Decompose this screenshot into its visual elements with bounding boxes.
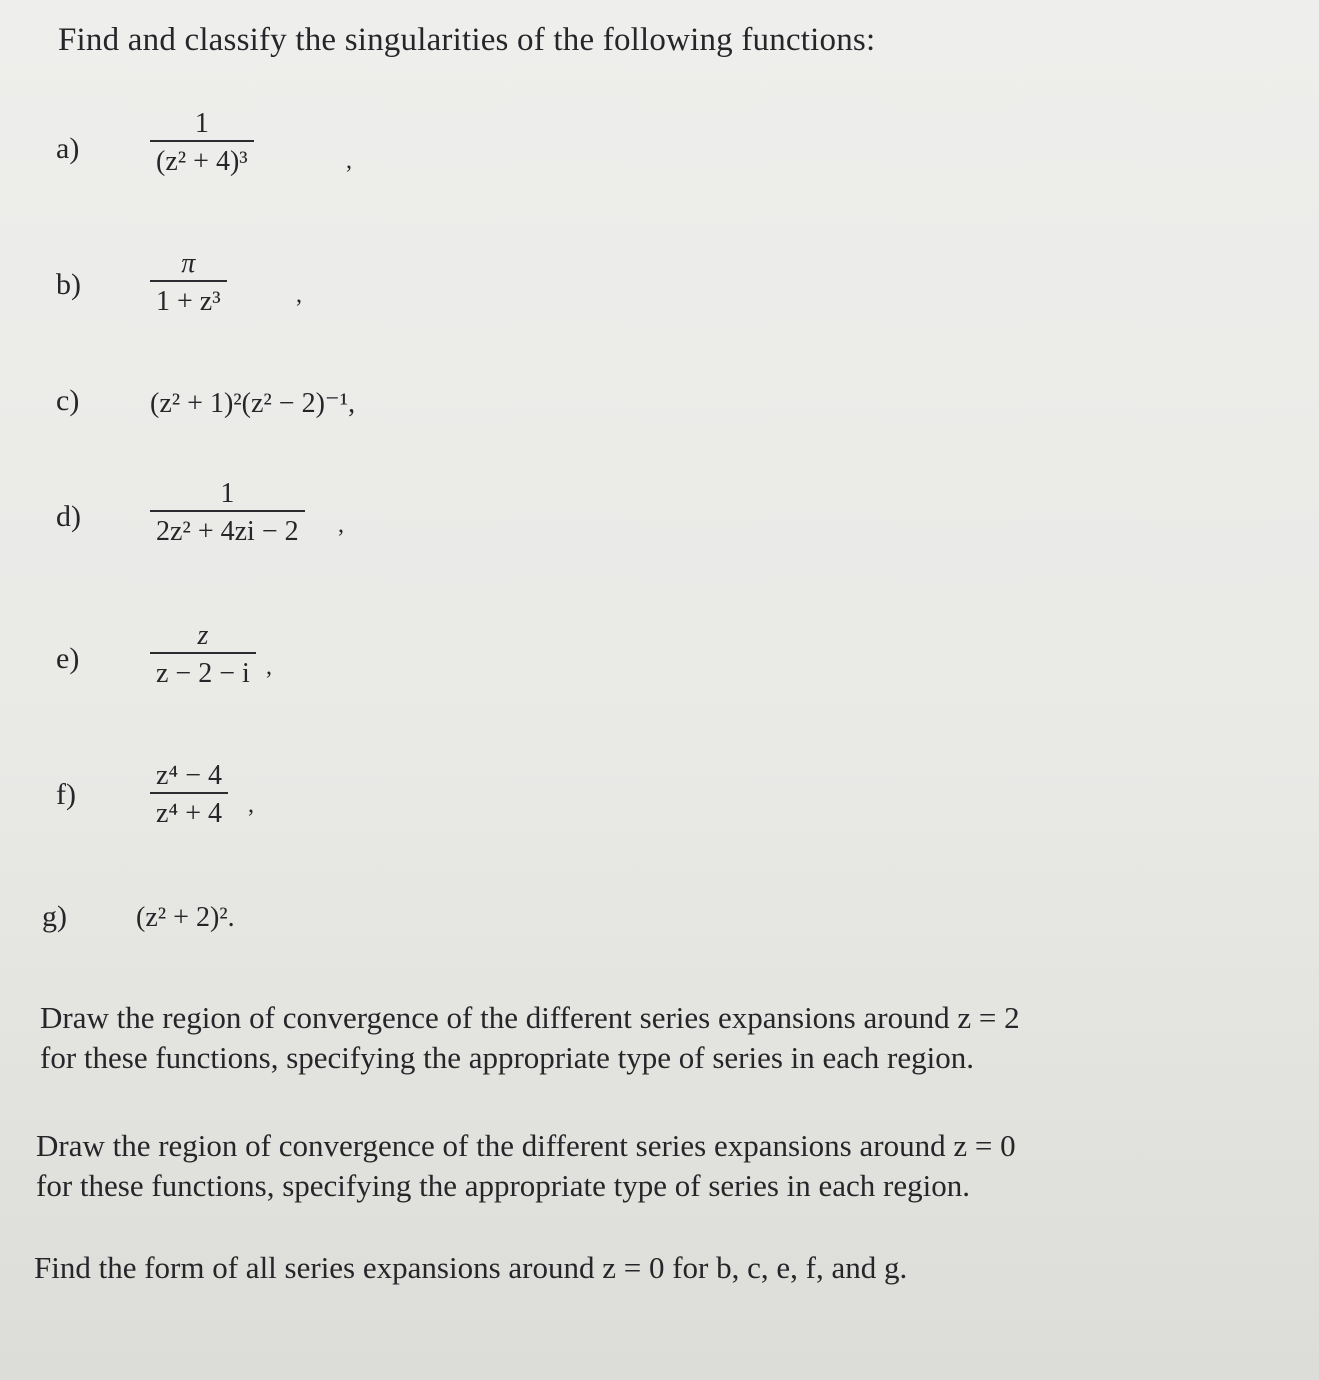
item-c-label: c) — [56, 384, 80, 417]
item-g — [42, 900, 642, 990]
instruction-2-line-1: Draw the region of convergence of the different series expansions around z = 0 — [36, 1128, 1016, 1163]
item-a-fraction — [150, 108, 254, 178]
item-b-fraction — [150, 248, 227, 318]
item-f-label: f) — [56, 778, 76, 811]
item-b-label: b) — [56, 268, 81, 301]
item-b — [56, 248, 656, 338]
instruction-paragraph-1 — [40, 998, 1020, 1078]
item-f-fraction — [150, 760, 228, 830]
item-c-expression: (z² + 1)²(z² − 2)⁻¹, — [150, 388, 356, 419]
item-e-numerator: z — [197, 620, 209, 651]
item-b-punct: , — [296, 282, 302, 308]
item-d-numerator: 1 — [220, 478, 235, 509]
item-d-label: d) — [56, 500, 81, 533]
item-e — [56, 620, 656, 710]
instruction-paragraph-2 — [36, 1126, 1016, 1206]
instruction-1-line-2: for these functions, specifying the appropriate type of series in each region. — [40, 1040, 974, 1075]
item-b-numerator: π — [181, 248, 196, 279]
item-f-denominator: z⁴ + 4 — [150, 792, 228, 830]
item-a-numerator: 1 — [194, 108, 209, 139]
item-f-punct: , — [248, 792, 254, 818]
item-a-label: a) — [56, 132, 80, 165]
item-g-label: g) — [42, 900, 67, 933]
item-e-denominator: z − 2 − i — [150, 652, 256, 690]
item-e-punct: , — [266, 654, 272, 680]
item-d-fraction — [150, 478, 305, 548]
item-d — [56, 478, 656, 568]
item-c — [56, 384, 656, 474]
item-d-punct: , — [338, 512, 344, 538]
item-g-expression: (z² + 2)². — [136, 902, 235, 933]
instruction-3-line-1: Find the form of all series expansions around z = 0 for b, c, e, f, and g. — [34, 1250, 908, 1285]
problem-title: Find and classify the singularities of the following functions: — [58, 22, 876, 58]
item-f — [56, 760, 656, 850]
item-a-denominator: (z² + 4)³ — [150, 140, 254, 178]
instruction-paragraph-3 — [34, 1248, 907, 1288]
instruction-1-line-1: Draw the region of convergence of the different series expansions around z = 2 — [40, 1000, 1020, 1035]
item-a — [56, 108, 656, 198]
instruction-2-line-2: for these functions, specifying the appropriate type of series in each region. — [36, 1168, 970, 1203]
item-a-punct: , — [346, 148, 352, 174]
item-f-numerator: z⁴ − 4 — [156, 760, 222, 791]
item-d-denominator: 2z² + 4zi − 2 — [150, 510, 305, 548]
item-e-label: e) — [56, 642, 80, 675]
item-b-denominator: 1 + z³ — [150, 280, 227, 318]
item-e-fraction — [150, 620, 256, 690]
